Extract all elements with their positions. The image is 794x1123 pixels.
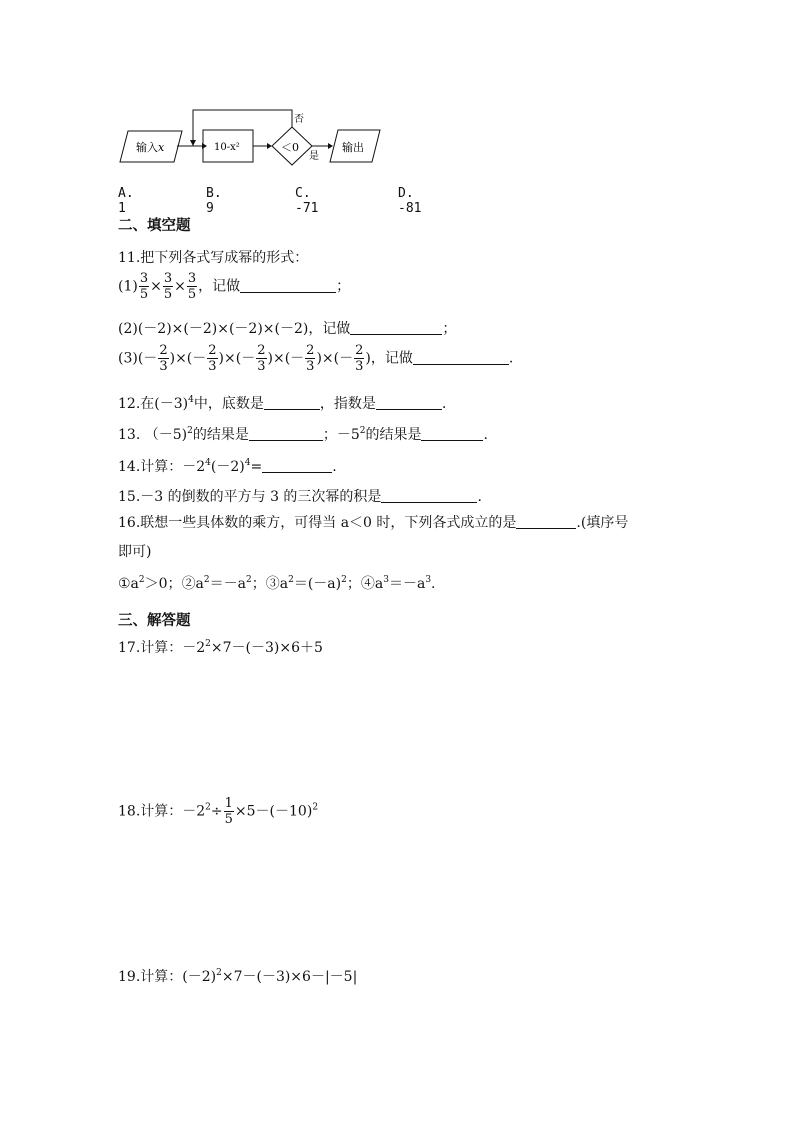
answer-blank[interactable] xyxy=(516,514,576,529)
answer-blank[interactable] xyxy=(240,278,336,293)
answer-blank[interactable] xyxy=(376,395,442,410)
q11-part1: (1) $\frac{3}{5}$ × $\frac{3}{5}$ × $\frac{3}{5}$ ，记做 ； xyxy=(118,271,351,302)
q16: 16.联想一些具体数的乘方，可得当 a＜0 时，下列各式成立的是 .(填序号 xyxy=(118,515,629,531)
q14: 14.计算：$-2^4(-2)^4=$ . xyxy=(118,458,337,475)
option-b: B. 9 xyxy=(206,186,222,216)
q19: 19.计算：$(-2)^2\times 7-(-3)\times 6-|-5|$ xyxy=(118,968,358,985)
q15: 15.－3 的倒数的平方与 3 的三次幂的积是 . xyxy=(118,489,482,505)
flowchart-condition-label: ＜0 xyxy=(281,141,299,154)
q16-options: $①a^2>0$；$②a^2=-a^2$；$③a^2=(-a)^2$；$④a^3=-a^3$. xyxy=(118,575,436,592)
flowchart-no-label: 否 xyxy=(294,114,304,125)
flowchart-input-label: 输入x xyxy=(136,141,165,154)
q12: 12.在$(-3)^4$中，底数是 ，指数是 . xyxy=(118,395,447,412)
flowchart xyxy=(110,100,400,170)
q16-continued: 即可) xyxy=(118,544,152,560)
answer-blank[interactable] xyxy=(350,320,442,335)
flowchart-process-label: 10-x² xyxy=(214,142,240,153)
answer-blank[interactable] xyxy=(381,488,477,503)
section-heading-solve: 三、解答题 xyxy=(118,613,191,629)
q13: 13. （－5)$^2$的结果是 ；$-5^2$的结果是 . xyxy=(118,426,488,443)
q11-part2: (2)(－2)×(－2)×(－2)×(－2)，记做 ； xyxy=(118,321,457,337)
answer-blank[interactable] xyxy=(262,458,332,473)
q11-stem: 11.把下列各式写成幂的形式： xyxy=(118,250,309,266)
flowchart-yes-label: 是 xyxy=(309,151,319,162)
q18: 18.计算：$-2^2\div$ $\frac{1}{5}$ $\times 5-(-10)^2$ xyxy=(118,796,319,827)
answer-blank[interactable] xyxy=(421,426,483,441)
flowchart-output-label: 输出 xyxy=(342,141,364,154)
answer-blank[interactable] xyxy=(249,426,323,441)
answer-blank[interactable] xyxy=(413,350,509,365)
section-heading-fill-blank: 二、填空题 xyxy=(118,218,191,234)
option-c: C. -71 xyxy=(295,186,319,216)
answer-blank[interactable] xyxy=(264,395,320,410)
option-a: A. 1 xyxy=(118,186,134,216)
option-d: D. -81 xyxy=(398,186,422,216)
q11-part3: (3)(－ $\frac{2}{3}$ )×(－ $\frac{2}{3}$ )×(－ $\frac{2}{3}$ )×(－ $\frac{2}{3}$ )×(－ $\frac{2}{3}$ )，记做 . xyxy=(118,343,514,374)
q17: 17.计算：$-2^2\times 7-(-3)\times 6+5$ xyxy=(118,639,323,656)
